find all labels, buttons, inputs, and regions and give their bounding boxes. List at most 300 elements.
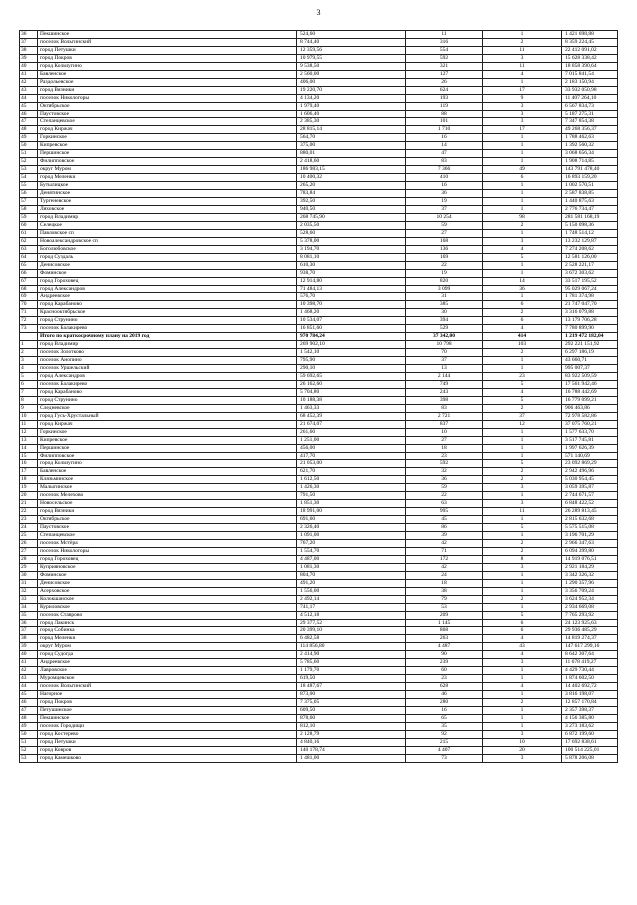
municipality-name: поселок Мелехово (38, 492, 297, 500)
area-value: 1 979,40 (297, 102, 406, 110)
area-value: 12 914,80 (297, 277, 406, 285)
residents-value: 24 (406, 571, 483, 579)
table-row (20, 229, 618, 237)
row-number: 39 (20, 54, 38, 62)
residents-value: 37 342,00 (406, 333, 483, 341)
municipality-name: город Киржач (38, 420, 297, 428)
cost-value: 83 922 509,59 (562, 372, 618, 380)
residents-value: 820 (406, 277, 483, 285)
row-number: 62 (20, 237, 38, 245)
residents-value: 63 (406, 500, 483, 508)
buildings-count: 11 (483, 508, 562, 516)
area-value: 1 542,10 (297, 349, 406, 357)
residents-value: 2 721 (406, 412, 483, 420)
buildings-count: 1 (483, 182, 562, 190)
municipality-name: Кипревское (38, 142, 297, 150)
table-row (20, 404, 618, 412)
row-number: 37 (20, 38, 38, 46)
municipality-name: город Судогда (38, 651, 297, 659)
cost-value: 1 788 462,63 (562, 134, 618, 142)
municipality-name: Степанцевское (38, 532, 297, 540)
residents-value: 316 (406, 38, 483, 46)
municipality-name: Першинское (38, 150, 297, 158)
row-number: 45 (20, 691, 38, 699)
cost-value: 3 672 303,62 (562, 269, 618, 277)
area-value: 68 452,39 (297, 412, 406, 420)
table-row (20, 70, 618, 78)
area-value: 767,20 (297, 540, 406, 548)
municipality-name: Паустовское (38, 524, 297, 532)
residents-value: 27 (406, 436, 483, 444)
area-value: 528,60 (297, 229, 406, 237)
table-row (20, 595, 618, 603)
cost-value: 1 577 633,70 (562, 428, 618, 436)
municipality-name: Бутылицкое (38, 182, 297, 190)
municipality-name: город Карабаново (38, 301, 297, 309)
table-row (20, 174, 618, 182)
municipality-name: Филипповское (38, 158, 297, 166)
municipality-name: поселок Городищи (38, 722, 297, 730)
cost-value: 7 347 854,38 (562, 118, 618, 126)
row-number: 47 (20, 707, 38, 715)
cost-value: 3 196 701,29 (562, 532, 618, 540)
municipality-name: поселок Вольгинский (38, 683, 297, 691)
buildings-count: 414 (483, 333, 562, 341)
buildings-count: 14 (483, 277, 562, 285)
area-value: 1 606,40 (297, 110, 406, 118)
cost-value: 2 587 838,85 (562, 190, 618, 198)
buildings-count: 3 (483, 102, 562, 110)
residents-value: 4 407 (406, 746, 483, 754)
table-row (20, 221, 618, 229)
buildings-count: 5 (483, 524, 562, 532)
area-value: 4 134,20 (297, 94, 406, 102)
area-value: 1 851,30 (297, 500, 406, 508)
buildings-count: 5 (483, 380, 562, 388)
municipality-name: Новосельское (38, 500, 297, 508)
municipality-name: поселок Никологоры (38, 547, 297, 555)
municipality-name: Куприяновское (38, 563, 297, 571)
row-number: 26 (20, 540, 38, 548)
cost-value: 33 517 195,52 (562, 277, 618, 285)
cost-value: 14 402 692,72 (562, 683, 618, 691)
municipality-name: Муромцевское (38, 675, 297, 683)
table-row (20, 341, 618, 349)
table-row (20, 754, 618, 762)
row-number: 51 (20, 150, 38, 158)
area-value: 268 745,90 (297, 213, 406, 221)
cost-value: 3 068 656,34 (562, 150, 618, 158)
cost-value: 5 150 098,36 (562, 221, 618, 229)
cost-value: 6 094 399,80 (562, 547, 618, 555)
residents-value: 35 (406, 722, 483, 730)
area-value: 2 128,79 (297, 730, 406, 738)
cost-value: 13 179 706,28 (562, 317, 618, 325)
residents-value: 410 (406, 174, 483, 182)
municipality-name: Денисовское (38, 261, 297, 269)
cost-value: 6 848 422,52 (562, 500, 618, 508)
buildings-count: 6 (483, 317, 562, 325)
cost-value: 11 678 419,27 (562, 659, 618, 667)
residents-value: 83 (406, 404, 483, 412)
cost-value: 4 429 730,44 (562, 667, 618, 675)
buildings-count: 11 (483, 46, 562, 54)
row-number: 46 (20, 110, 38, 118)
cost-value: 3 316 079,88 (562, 309, 618, 317)
cost-value: 24 123 925,63 (562, 619, 618, 627)
residents-value: 10 254 (406, 213, 483, 221)
row-number: 17 (20, 468, 38, 476)
buildings-count: 1 (483, 691, 562, 699)
residents-value: 22 (406, 261, 483, 269)
table-row (20, 730, 618, 738)
area-value: 8 744,40 (297, 38, 406, 46)
buildings-count: 1 (483, 532, 562, 540)
row-number: 12 (20, 428, 38, 436)
municipality-name: Лавровское (38, 667, 297, 675)
municipality-name: город Ковров (38, 746, 297, 754)
municipality-name: Пекшинское (38, 31, 297, 39)
table-row (20, 285, 618, 293)
area-value: 10 400,32 (297, 174, 406, 182)
cost-value: 292 221 151,92 (562, 341, 618, 349)
table-row (20, 707, 618, 715)
buildings-count: 1 (483, 150, 562, 158)
residents-value: 36 (406, 190, 483, 198)
table-row (20, 547, 618, 555)
cost-value: 16 788 442,69 (562, 388, 618, 396)
residents-value: 398 (406, 396, 483, 404)
cost-value: 2 357 398,37 (562, 707, 618, 715)
table-row (20, 78, 618, 86)
area-value: 610,30 (297, 261, 406, 269)
cost-value: 17 692 838,61 (562, 738, 618, 746)
municipality-name: Октябрьское (38, 102, 297, 110)
row-number: 38 (20, 46, 38, 54)
buildings-count: 4 (483, 635, 562, 643)
cost-value: 7 780 899,90 (562, 325, 618, 333)
area-value: 938,70 (297, 269, 406, 277)
row-number: 50 (20, 142, 38, 150)
buildings-count: 4 (483, 70, 562, 78)
municipality-name: Клязьминское (38, 476, 297, 484)
residents-value: 119 (406, 102, 483, 110)
cost-value: 1 781 374,98 (562, 293, 618, 301)
cost-value: 2 776 734,47 (562, 205, 618, 213)
buildings-count: 1 (483, 579, 562, 587)
table-row (20, 126, 618, 134)
cost-value: 16 893 159,20 (562, 174, 618, 182)
area-value: 417,70 (297, 452, 406, 460)
municipality-name: Денисовское (38, 579, 297, 587)
buildings-count: 3 (483, 237, 562, 245)
residents-value: 47 (406, 150, 483, 158)
table-row (20, 492, 618, 500)
table-row (20, 261, 618, 269)
row-number: 40 (20, 62, 38, 70)
municipality-name: Следневское (38, 404, 297, 412)
municipality-name: Горкинское (38, 134, 297, 142)
cost-value: 3 273 183,62 (562, 722, 618, 730)
buildings-count: 5 (483, 396, 562, 404)
buildings-count: 3 (483, 659, 562, 667)
row-number: 7 (20, 388, 38, 396)
row-number: 53 (20, 754, 38, 762)
cost-value: 7 274 208,62 (562, 245, 618, 253)
residents-value: 624 (406, 86, 483, 94)
cost-value: 1 908 714,85 (562, 158, 618, 166)
cost-value: 4 156 385,80 (562, 714, 618, 722)
municipality-name: город Покров (38, 54, 297, 62)
row-number: 37 (20, 627, 38, 635)
row-number: 36 (20, 619, 38, 627)
area-value: 10 398,70 (297, 301, 406, 309)
buildings-count: 5 (483, 253, 562, 261)
cost-value: 2 815 632,68 (562, 516, 618, 524)
buildings-count: 6 (483, 301, 562, 309)
row-number: 52 (20, 746, 38, 754)
area-value: 1 081,30 (297, 563, 406, 571)
row-number: 63 (20, 245, 38, 253)
table-row (20, 516, 618, 524)
area-value: 19 220,70 (297, 86, 406, 94)
buildings-count: 1 (483, 444, 562, 452)
cost-value: 5 575 515,08 (562, 524, 618, 532)
area-value: 265,20 (297, 182, 406, 190)
area-value: 29 377,52 (297, 619, 406, 627)
area-value: 1 426,30 (297, 484, 406, 492)
table-row (20, 476, 618, 484)
residents-value: 37 (406, 205, 483, 213)
row-number: 42 (20, 667, 38, 675)
table-row (20, 667, 618, 675)
table-row (20, 166, 618, 174)
residents-value: 215 (406, 738, 483, 746)
cost-value: 5 878 206,08 (562, 754, 618, 762)
residents-value: 3 099 (406, 285, 483, 293)
cost-value: 8 642 307,64 (562, 651, 618, 659)
area-value: 186 983,15 (297, 166, 406, 174)
cost-value: 906 463,86 (562, 404, 618, 412)
area-value: 524,60 (297, 31, 406, 39)
buildings-count: 2 (483, 476, 562, 484)
buildings-count: 1 (483, 492, 562, 500)
table-row (20, 468, 618, 476)
residents-value: 23 (406, 452, 483, 460)
area-value: 5 785,60 (297, 659, 406, 667)
residents-value: 10 (406, 428, 483, 436)
residents-value: 209 (406, 611, 483, 619)
residents-value: 168 (406, 237, 483, 245)
row-number: 18 (20, 476, 38, 484)
cost-value: 14 819 274,37 (562, 635, 618, 643)
row-number: 25 (20, 532, 38, 540)
municipality-name: город Струнино (38, 317, 297, 325)
buildings-count: 4 (483, 388, 562, 396)
municipality-name: город Костерево (38, 730, 297, 738)
buildings-count: 9 (483, 94, 562, 102)
cost-value: 571 140,69 (562, 452, 618, 460)
buildings-count: 3 (483, 754, 562, 762)
table-row (20, 46, 618, 54)
area-value: 28 815,14 (297, 126, 406, 134)
residents-value: 321 (406, 62, 483, 70)
buildings-count: 1 (483, 261, 562, 269)
area-value: 564,70 (297, 134, 406, 142)
municipality-name: город Кольчугино (38, 62, 297, 70)
table-row (20, 94, 618, 102)
cost-value: 8 359 224,45 (562, 38, 618, 46)
municipality-name: Фоминское (38, 269, 297, 277)
residents-value: 59 (406, 484, 483, 492)
residents-value: 172 (406, 555, 483, 563)
municipality-name: поселок Уршельский (38, 365, 297, 373)
municipality-name: город Карабаново (38, 388, 297, 396)
area-value: 3 194,70 (297, 245, 406, 253)
row-number: 55 (20, 182, 38, 190)
residents-value: 10 798 (406, 341, 483, 349)
residents-value: 749 (406, 380, 483, 388)
row-number: 14 (20, 444, 38, 452)
table-row (20, 619, 618, 627)
table-row (20, 420, 618, 428)
table-row (20, 746, 618, 754)
residents-value: 45 (406, 516, 483, 524)
municipality-name: город Александров (38, 372, 297, 380)
residents-value: 79 (406, 595, 483, 603)
row-number: 44 (20, 94, 38, 102)
municipality-name: поселок Балакирево (38, 325, 297, 333)
row-number: 64 (20, 253, 38, 261)
municipality-name: Ляховское (38, 205, 297, 213)
row-number: 47 (20, 118, 38, 126)
residents-value: 2 144 (406, 372, 483, 380)
area-value: 873,00 (297, 691, 406, 699)
buildings-count: 1 (483, 365, 562, 373)
residents-value: 26 (406, 78, 483, 86)
residents-value: 19 (406, 269, 483, 277)
area-value: 1 468,20 (297, 309, 406, 317)
row-number: 40 (20, 651, 38, 659)
municipality-name: Селецкое (38, 221, 297, 229)
residents-value: 193 (406, 94, 483, 102)
municipality-name: Нагорное (38, 691, 297, 699)
row-number: 10 (20, 412, 38, 420)
residents-value: 1 710 (406, 126, 483, 134)
table-row (20, 524, 618, 532)
area-value: 18 991,00 (297, 508, 406, 516)
table-row (20, 412, 618, 420)
table-row (20, 444, 618, 452)
table-row (20, 142, 618, 150)
buildings-count: 3 (483, 54, 562, 62)
residents-value: 88 (406, 110, 483, 118)
cost-value: 2 528 221,17 (562, 261, 618, 269)
row-number: 38 (20, 635, 38, 643)
area-value: 691,60 (297, 516, 406, 524)
cost-value: 43 660,71 (562, 357, 618, 365)
area-value: 619,50 (297, 675, 406, 683)
area-value: 878,60 (297, 714, 406, 722)
buildings-count: 1 (483, 205, 562, 213)
row-number: 59 (20, 213, 38, 221)
residents-value: 38 (406, 587, 483, 595)
buildings-count: 2 (483, 349, 562, 357)
cost-value: 1 290 357,96 (562, 579, 618, 587)
area-value: 621,70 (297, 468, 406, 476)
residents-value: 92 (406, 730, 483, 738)
area-value: 1 556,00 (297, 587, 406, 595)
area-value: 5 704,80 (297, 388, 406, 396)
residents-value: 42 (406, 563, 483, 571)
residents-value: 13 (406, 365, 483, 373)
municipality-name: Степанцевское (38, 118, 297, 126)
row-number: 71 (20, 309, 38, 317)
area-value: 2 414,90 (297, 651, 406, 659)
table-row (20, 587, 618, 595)
area-value: 375,00 (297, 142, 406, 150)
buildings-count: 1 (483, 452, 562, 460)
buildings-count: 10 (483, 738, 562, 746)
row-number: 22 (20, 508, 38, 516)
buildings-count: 1 (483, 78, 562, 86)
row-number: 11 (20, 420, 38, 428)
residents-value: 22 (406, 492, 483, 500)
residents-value: 16 (406, 134, 483, 142)
residents-value: 65 (406, 714, 483, 722)
municipality-name: Петушинское (38, 707, 297, 715)
table-row (20, 683, 618, 691)
row-number: 54 (20, 174, 38, 182)
residents-value: 11 (406, 31, 483, 39)
area-value: 1 251,00 (297, 436, 406, 444)
area-value: 970 784,24 (297, 333, 406, 341)
row-number: 68 (20, 285, 38, 293)
cost-value: 281 581 168,19 (562, 213, 618, 221)
area-value: 609,50 (297, 707, 406, 715)
buildings-count: 6 (483, 627, 562, 635)
municipality-name: Першинское (38, 444, 297, 452)
area-value: 812,10 (297, 722, 406, 730)
buildings-count: 2 (483, 547, 562, 555)
cost-value: 17 561 942,46 (562, 380, 618, 388)
row-number: 66 (20, 269, 38, 277)
buildings-count: 2 (483, 221, 562, 229)
table-row (20, 54, 618, 62)
row-number: 1 (20, 341, 38, 349)
cost-value: 3 624 952,34 (562, 595, 618, 603)
table-row (20, 110, 618, 118)
area-value: 59 692,65 (297, 372, 406, 380)
residents-value: 16 (406, 182, 483, 190)
municipality-name: поселок Балакирево (38, 380, 297, 388)
area-value: 1 463,33 (297, 404, 406, 412)
table-row (20, 301, 618, 309)
buildings-count: 37 (483, 412, 562, 420)
buildings-count: 17 (483, 86, 562, 94)
table-row (20, 357, 618, 365)
table-row (20, 380, 618, 388)
row-number: 48 (20, 714, 38, 722)
row-number: 41 (20, 70, 38, 78)
buildings-count: 5 (483, 460, 562, 468)
residents-value: 30 (406, 309, 483, 317)
municipality-name: Павловское сп (38, 229, 297, 237)
residents-value: 14 (406, 142, 483, 150)
table-row (20, 563, 618, 571)
area-value: 20 399,10 (297, 627, 406, 635)
municipality-name: округ Муром (38, 643, 297, 651)
